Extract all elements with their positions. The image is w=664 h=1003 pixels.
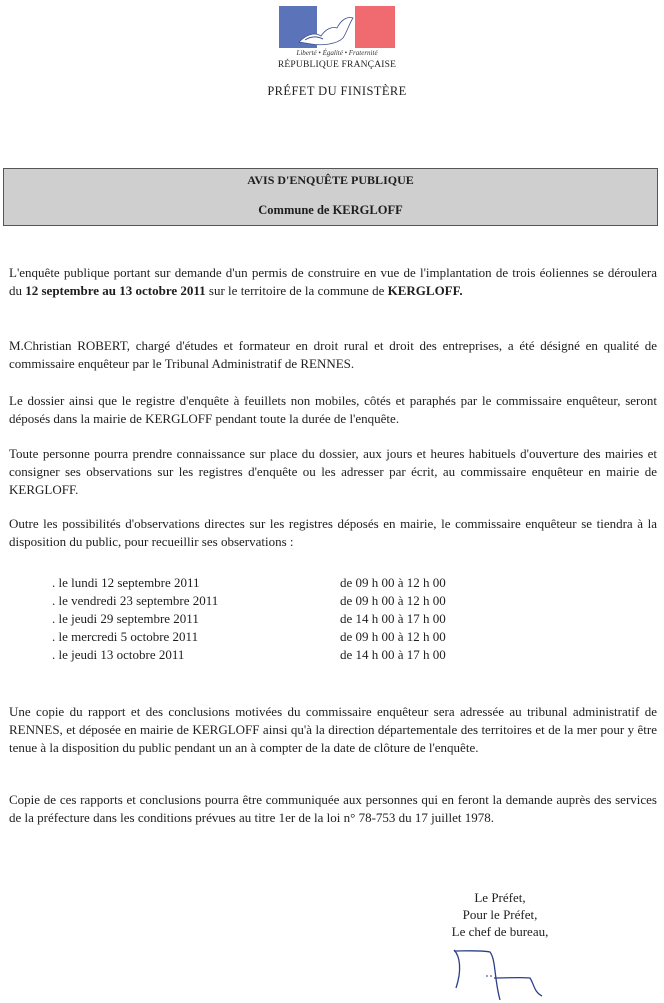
schedule-day: . le lundi 12 septembre 2011 — [52, 575, 200, 590]
schedule-day: . le mercredi 5 octobre 2011 — [52, 629, 199, 644]
paragraph-report: Une copie du rapport et des conclusions motivées du commissaire enquêteur sera adressée au tribunal administratif de RENNES, et déposée en mairie de KERGLOFF ainsi qu'à la direction départementale des territoires et de la mer pour y être tenue à la disposition du public pendant un an à compter de la date de clôture de l'enquête. — [9, 704, 657, 755]
schedule-list — [52, 574, 472, 664]
signature-line: Pour le Préfet, — [462, 907, 538, 922]
republic-logo — [279, 6, 395, 48]
paragraph-permanences: Outre les possibilités d'observations directes sur les registres déposés en mairie, le commissaire enquêteur se tiendra à la disposition du public, pour recueillir ses observations : — [9, 516, 657, 549]
signature-line: Le Préfet, — [474, 890, 526, 905]
date-range: 12 septembre au 13 octobre 2011 — [25, 283, 206, 298]
schedule-time: de 14 h 00 à 17 h 00 — [340, 647, 446, 662]
text: L'enquête publique portant sur demande d'un permis de construire en vue de l'implantation de trois éoliennes se déroulera du — [9, 265, 657, 298]
paragraph-dossier: Le dossier ainsi que le registre d'enquête à feuillets non mobiles, côtés et paraphés par le commissaire enquêteur, seront déposés dans la mairie de KERGLOFF pendant toute la durée de l'enquête. — [9, 393, 657, 426]
prefecture-name: PRÉFET DU FINISTÈRE — [267, 84, 407, 98]
commune-name: KERGLOFF. — [387, 283, 463, 298]
text: sur le territoire de la commune de — [205, 283, 388, 298]
paragraph-copies: Copie de ces rapports et conclusions pourra être communiquée aux personnes qui en feront la demande auprès des services de la préfecture dans les conditions prévues au titre 1er de la loi n° 78-753 du 17 juillet 1978. — [9, 792, 657, 825]
schedule-row — [52, 592, 472, 610]
schedule-time: de 09 h 00 à 12 h 00 — [340, 593, 446, 608]
schedule-time: de 14 h 00 à 17 h 00 — [340, 611, 446, 626]
schedule-time: de 09 h 00 à 12 h 00 — [340, 629, 446, 644]
signature-line: Le chef de bureau, — [451, 924, 549, 939]
schedule-day: . le jeudi 13 octobre 2011 — [52, 647, 185, 662]
notice-subtitle: Commune de KERGLOFF — [258, 203, 403, 217]
paragraph-consultation: Toute personne pourra prendre connaissance sur place du dossier, aux jours et heures habituels d'ouverture des mairies et consigner ses observations sur les registres d'enquête ou les adresser par écrit, au commissaire enquêteur en mairie de KERGLOFF. — [9, 446, 657, 497]
signature-block — [420, 889, 580, 940]
marianne-icon — [297, 12, 357, 46]
paragraph-dates — [9, 264, 657, 300]
motto: Liberté • Égalité • Fraternité — [296, 49, 378, 57]
schedule-row — [52, 646, 472, 664]
republic-name: RÉPUBLIQUE FRANÇAISE — [277, 60, 397, 70]
schedule-day: . le vendredi 23 septembre 2011 — [52, 593, 219, 608]
notice-banner — [3, 168, 658, 226]
schedule-row — [52, 628, 472, 646]
paragraph-commissioner: M.Christian ROBERT, chargé d'études et formateur en droit rural et droit des entreprises, a été désigné en qualité de commissaire enquêteur par le Tribunal Administratif de RENNES. — [9, 338, 657, 371]
schedule-row — [52, 574, 472, 592]
schedule-row — [52, 610, 472, 628]
handwritten-signature-icon — [450, 948, 550, 1003]
flag-red-band — [355, 6, 395, 48]
schedule-day: . le jeudi 29 septembre 2011 — [52, 611, 199, 626]
schedule-time: de 09 h 00 à 12 h 00 — [340, 575, 446, 590]
notice-title: AVIS D'ENQUÊTE PUBLIQUE — [247, 173, 414, 187]
